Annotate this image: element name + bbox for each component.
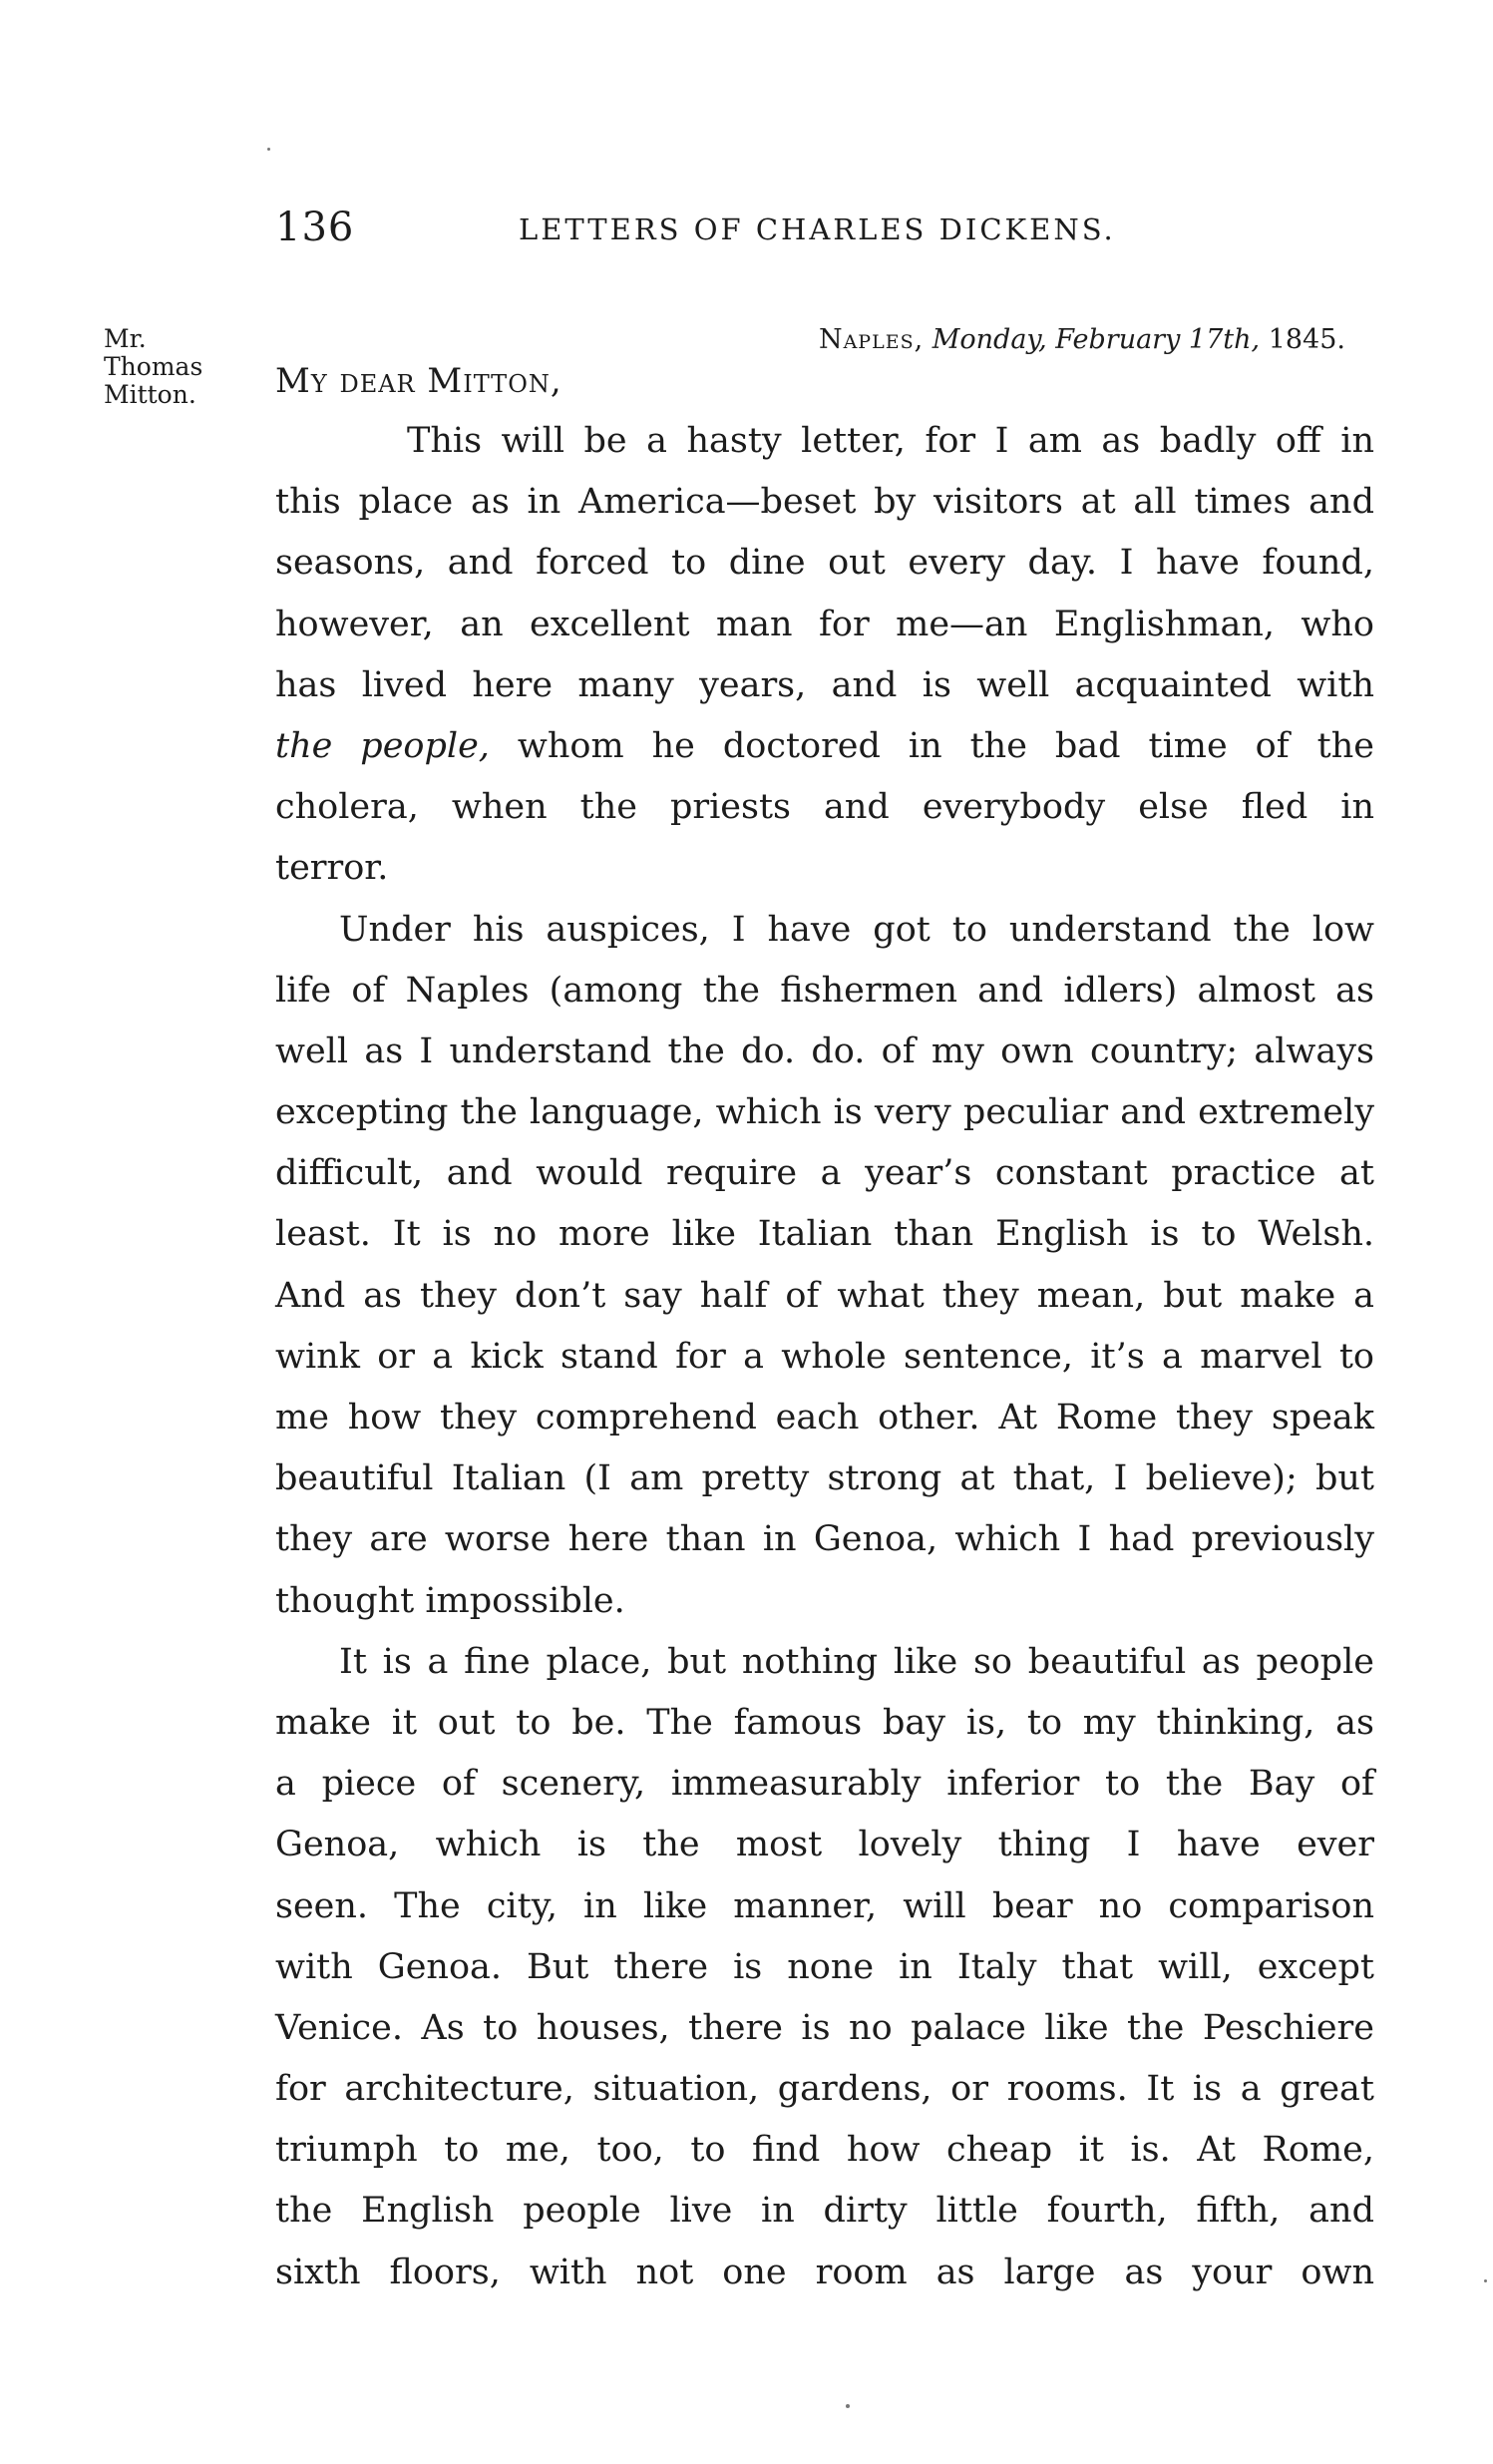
text-line: this place as in America—beset by visitors at all times and	[275, 482, 1374, 523]
margin-note-line: Thomas	[104, 352, 203, 381]
scan-speck	[267, 148, 270, 151]
text-line: thought impossible.	[275, 1580, 625, 1621]
margin-note-line: Mitton.	[104, 380, 196, 409]
text-line: seen. The city, in like manner, will bear no comparison	[275, 1885, 1374, 1926]
text-line: wink or a kick stand for a whole sentence, it’s a marvel to	[275, 1336, 1374, 1377]
paragraph	[275, 900, 1374, 1632]
text-line: well as I understand the do. do. of my own country; always	[275, 1030, 1374, 1071]
text-line: me how they comprehend each other. At Rome they speak	[275, 1398, 1374, 1437]
running-head	[275, 205, 1386, 254]
scan-speck	[846, 2404, 850, 2408]
text-line: It is a fine place, but nothing like so beautiful as people	[339, 1641, 1374, 1682]
paragraph	[275, 1632, 1374, 2303]
page-number: 136	[275, 205, 355, 250]
text-line: sixth floors, with not one room as large as your own	[275, 2252, 1374, 2292]
paragraph	[275, 411, 1374, 900]
text-line: the English people live in dirty little fourth, fifth, and	[275, 2191, 1374, 2232]
running-title: LETTERS OF CHARLES DICKENS.	[519, 212, 1116, 246]
dateline-date: Monday, February 17th,	[932, 324, 1261, 355]
letter-body	[275, 411, 1374, 2303]
text-line: beautiful Italian (I am pretty strong at that, I believe); but	[275, 1458, 1374, 1499]
scan-speck	[1484, 2279, 1487, 2282]
text-line: a piece of scenery, immeasurably inferior to the Bay of	[275, 1764, 1374, 1805]
italic-phrase: the people,	[275, 725, 490, 766]
text-line: Under his auspices, I have got to understand the low	[339, 909, 1374, 950]
text-line: triumph to me, too, to find how cheap it is. At Rome,	[275, 2130, 1374, 2171]
text-line: excepting the language, which is very peculiar and extremely	[275, 1092, 1374, 1133]
text-line: seasons, and forced to dine out every day. I have found,	[275, 543, 1374, 584]
text-line: least. It is no more like Italian than English is to Welsh.	[275, 1214, 1374, 1255]
text-line: cholera, when the priests and everybody else fled in	[275, 787, 1374, 828]
text-line: Genoa, which is the most lovely thing I have ever	[275, 1825, 1374, 1865]
text-line: difficult, and would require a year’s constant practice at	[275, 1153, 1374, 1194]
text-line: This will be a hasty letter, for I am as badly off in	[407, 421, 1374, 461]
dateline-year: 1845.	[1268, 324, 1345, 355]
text-line: for architecture, situation, gardens, or rooms. It is a great	[275, 2069, 1374, 2110]
letter-dateline	[819, 324, 1345, 355]
text-line: life of Naples (among the fishermen and idlers) almost as	[275, 970, 1374, 1011]
dateline-place: Naples,	[818, 324, 925, 355]
text-line: however, an excellent man for me—an Englishman, who	[275, 604, 1374, 644]
margin-note-line: Mr.	[104, 324, 147, 353]
text-line: terror.	[275, 848, 389, 889]
letter-salutation: My dear Mitton,	[275, 361, 562, 401]
text-line: they are worse here than in Genoa, which I had previously	[275, 1519, 1374, 1560]
text-line: with Genoa. But there is none in Italy that will, except	[275, 1946, 1374, 1987]
text-line: make it out to be. The famous bay is, to my thinking, as	[275, 1702, 1374, 1743]
text-line-rest: whom he doctored in the bad time of the	[517, 725, 1374, 766]
text-line: has lived here many years, and is well acquainted with	[275, 664, 1374, 705]
text-line: And as they don’t say half of what they mean, but make a	[275, 1275, 1374, 1316]
margin-note	[104, 325, 243, 409]
text-line: Venice. As to houses, there is no palace like the Peschiere	[275, 2007, 1374, 2048]
text-line	[275, 716, 1374, 777]
